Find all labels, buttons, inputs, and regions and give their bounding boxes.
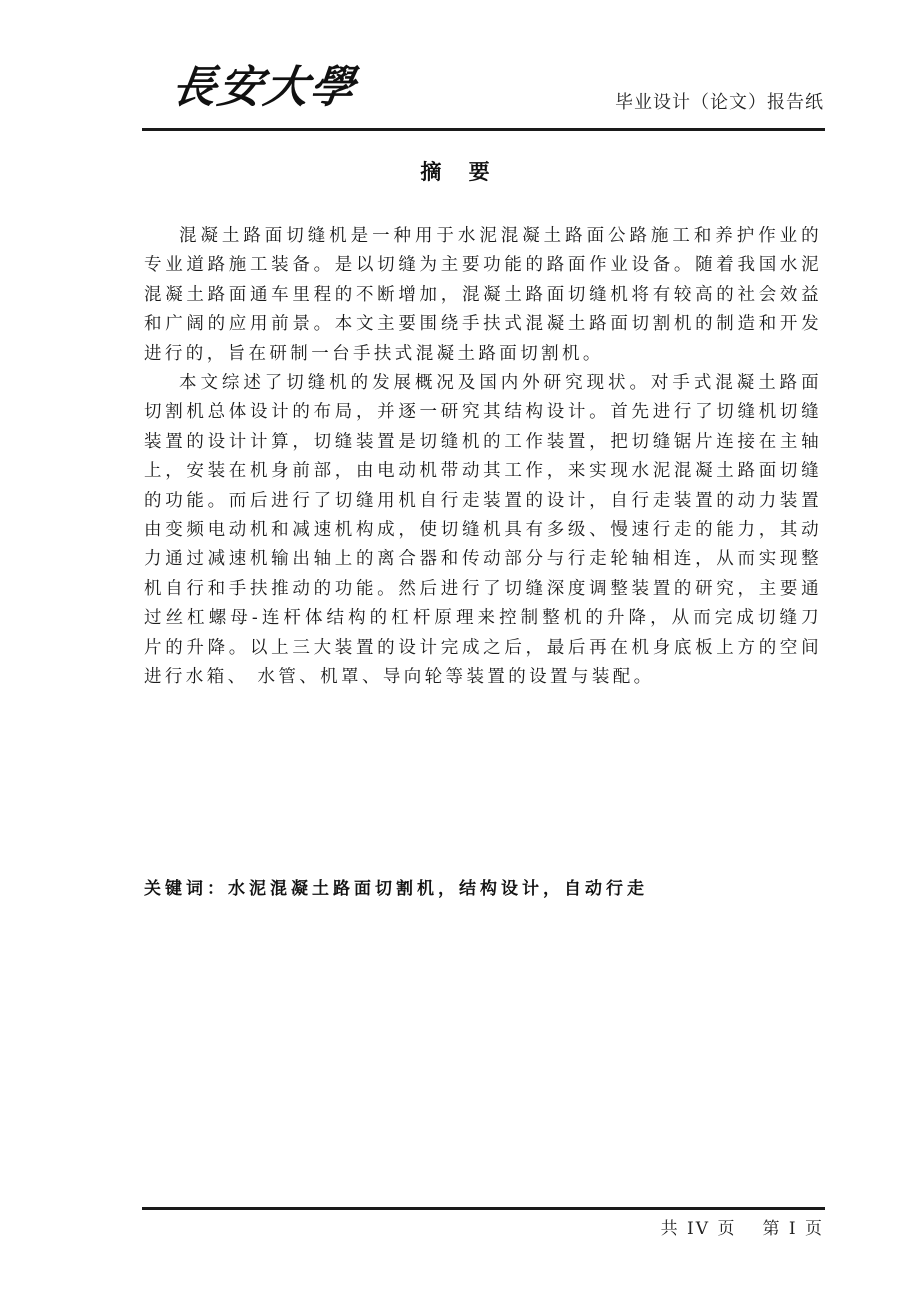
header-divider <box>142 128 825 131</box>
keywords-line: 关键词：水泥混凝土路面切割机，结构设计，自动行走 <box>144 879 648 899</box>
footer-divider <box>142 1207 825 1210</box>
page-title: 摘 要 <box>420 160 500 184</box>
total-pages: 共 IV 页 <box>660 1219 737 1239</box>
current-page: 第 I 页 <box>762 1219 824 1239</box>
abstract-paragraph-2: 本文综述了切缝机的发展概况及国内外研究现状。对手式混凝土路面切割机总体设计的布局，并逐一研究其结构设计。首先进行了切缝机切缝装置的设计计算，切缝装置是切缝机的工作装置，把切缝锯片连接在主轴上，安装在机身前部，由电动机带动其工作，来实现水泥混凝土路面切缝的功能。而后进行了切缝用机自行走装置的设计，自行走装置的动力装置由变频电动机和减速机构成，使切缝机具有多级、慢速行走的能力，其动力通过减速机输出轴上的离合器和传动部分与行走轮轴相连，从而实现整机自行和手扶推动的功能。然后进行了切缝深度调整装置的研究，主要通过丝杠螺母-连杆体结构的杠杆原理来控制整机的升降，从而完成切缝刀片的升降。以上三大装置的设计完成之后，最后再在机身底板上方的空间进行水箱、 水管、机罩、导向轮等装置的设置与装配。 <box>144 373 822 688</box>
abstract-paragraph-1: 混凝土路面切缝机是一种用于水泥混凝土路面公路施工和养护作业的专业道路施工装备。是以切缝为主要功能的路面作业设备。随着我国水泥混凝土路面通车里程的不断增加，混凝土路面切缝机将有较高的社会效益和广阔的应用前景。本文主要围绕手扶式混凝土路面切割机的制造和开发进行的，旨在研制一台手扶式混凝土路面切割机。 <box>144 226 822 364</box>
abstract-body <box>144 222 822 693</box>
page-footer <box>661 1214 824 1239</box>
university-logo: 長安大學 <box>168 62 360 113</box>
header-subtitle: 毕业设计（论文）报告纸 <box>615 92 824 113</box>
